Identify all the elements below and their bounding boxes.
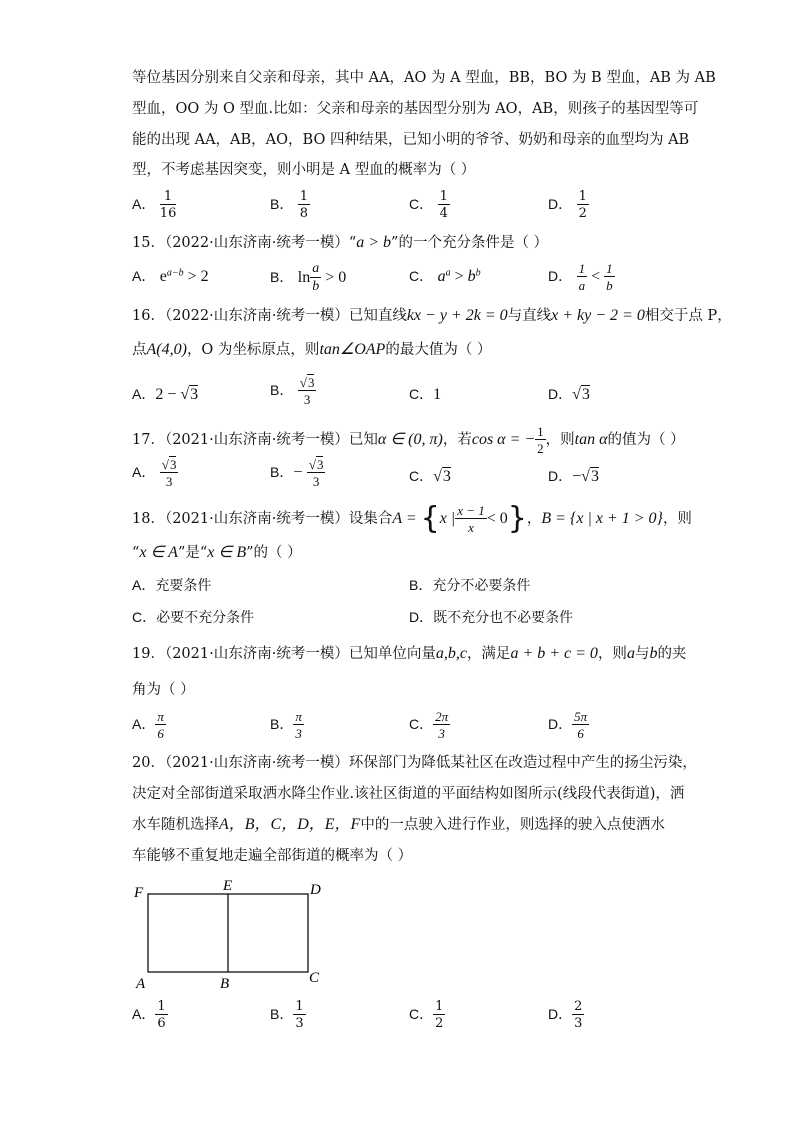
numerator: a bbox=[312, 261, 320, 276]
option-label: D． bbox=[548, 196, 573, 212]
q18-prefix: 18．（2021·山东济南·统考一模）设集合 bbox=[132, 511, 393, 527]
q14-stem-line4: 型，不考虑基因突变，则小明是 A 型血的概率为（ ） bbox=[132, 162, 476, 178]
denominator: 3 bbox=[295, 726, 302, 741]
q18-set-a-rest: < 0 bbox=[486, 510, 508, 527]
option-label: B． bbox=[270, 716, 294, 732]
q19-option-a[interactable] bbox=[132, 710, 166, 740]
q18-set-b: B = {x | x + 1 > 0} bbox=[541, 510, 663, 527]
math-rest: > 0 bbox=[321, 269, 347, 286]
q16-mid2: ，O 为坐标原点，则 bbox=[186, 342, 320, 358]
q18-option-d[interactable] bbox=[409, 607, 573, 628]
q18-option-c[interactable] bbox=[132, 607, 254, 628]
denominator: 3 bbox=[165, 474, 173, 489]
option-fraction bbox=[307, 458, 326, 488]
vertex-label-f: F bbox=[134, 885, 144, 901]
q19-mid: ，满足 bbox=[466, 646, 511, 662]
q14-option-d[interactable] bbox=[548, 190, 589, 220]
option-label: C． bbox=[409, 1006, 434, 1022]
math-base: e bbox=[159, 268, 167, 285]
sqrt-icon: √ bbox=[308, 457, 316, 472]
option-fraction bbox=[604, 262, 615, 292]
q17-prefix: 17．（2021·山东济南·统考一模）已知 bbox=[132, 432, 378, 448]
q16-line-eq1: kx − y + 2k = 0 bbox=[406, 307, 508, 324]
q20-stem-line3 bbox=[132, 815, 665, 835]
q17-tan: tan α bbox=[574, 431, 608, 448]
q20-stem-line1: 20．（2021·山东济南·统考一模）环保部门为降低某社区在改造过程中产生的扬尘污染， bbox=[132, 755, 697, 771]
denominator: a bbox=[578, 278, 586, 293]
q16-stem-line1 bbox=[132, 306, 732, 326]
left-brace-icon: { bbox=[420, 501, 440, 536]
numerator: 1 bbox=[295, 999, 304, 1014]
denominator: 2 bbox=[537, 441, 544, 456]
numerator: 1 bbox=[299, 189, 309, 204]
option-fraction bbox=[293, 710, 304, 740]
option-label: B． bbox=[270, 196, 294, 212]
numerator bbox=[307, 458, 326, 473]
q18-suffix: ，则 bbox=[662, 511, 692, 527]
q18-set-a-name: A = bbox=[392, 510, 421, 527]
q16-option-c[interactable] bbox=[409, 384, 441, 404]
option-fraction bbox=[572, 710, 589, 740]
denominator: 3 bbox=[295, 1016, 304, 1031]
q18-quote: “ bbox=[132, 545, 140, 561]
option-label: D． bbox=[548, 468, 573, 484]
q19-and: 与 bbox=[634, 646, 650, 662]
q18-stem-line2 bbox=[132, 543, 302, 563]
numerator: 1 bbox=[157, 999, 166, 1014]
q16-suffix: 相交于点 P， bbox=[644, 308, 732, 324]
denominator: 16 bbox=[159, 206, 177, 221]
math-exponent: b bbox=[475, 267, 481, 279]
math-exponent: a−b bbox=[166, 267, 184, 279]
q19-stem-line2: 角为（ ） bbox=[132, 682, 195, 698]
denominator: 2 bbox=[578, 206, 587, 221]
q17-option-c[interactable] bbox=[409, 466, 451, 486]
radicand: 3 bbox=[169, 457, 177, 472]
q18-mid: ”是“ bbox=[177, 545, 208, 561]
option-fraction bbox=[438, 190, 450, 220]
option-fraction bbox=[433, 710, 450, 740]
q16-stem-line2 bbox=[132, 340, 491, 360]
radicand: 3 bbox=[190, 386, 199, 403]
denominator: 3 bbox=[438, 726, 445, 741]
q15-condition: a > b bbox=[356, 234, 392, 251]
q17-stem bbox=[132, 425, 685, 455]
q19-mid2: ，则 bbox=[597, 646, 627, 662]
q17-alpha-range: α ∈ (0, π) bbox=[377, 431, 443, 448]
q19-prefix: 19．（2021·山东济南·统考一模）已知单位向量 bbox=[132, 646, 436, 662]
q15-option-b[interactable] bbox=[270, 262, 346, 294]
q20-option-b[interactable] bbox=[270, 1000, 306, 1030]
option-label: D． bbox=[548, 268, 573, 284]
math-text: 1 bbox=[433, 386, 442, 403]
option-label: B． bbox=[270, 269, 294, 285]
option-fraction bbox=[572, 1000, 584, 1030]
numerator bbox=[298, 376, 317, 391]
vertex-label-a: A bbox=[136, 976, 146, 992]
option-label: B． bbox=[270, 382, 294, 398]
q20-stem-line4: 车能够不重复地走遍全部街道的概率为（ ） bbox=[132, 848, 413, 864]
math-base: a bbox=[437, 268, 446, 285]
q16-mid: 与直线 bbox=[507, 308, 552, 324]
denominator: 4 bbox=[439, 206, 448, 221]
q16-option-a[interactable] bbox=[132, 384, 198, 404]
q14-option-a[interactable] bbox=[132, 190, 176, 220]
q19-option-d[interactable] bbox=[548, 710, 589, 740]
option-label: C． bbox=[409, 468, 434, 484]
q17-cos: cos α = − bbox=[471, 431, 536, 448]
denominator: b bbox=[606, 278, 613, 293]
option-label: A． bbox=[132, 716, 156, 732]
denominator: 6 bbox=[577, 726, 584, 741]
q20-prefix: 水车随机选择 bbox=[132, 817, 219, 833]
q19-vector-a: a bbox=[626, 645, 635, 662]
option-label: B． bbox=[270, 464, 294, 480]
denominator: 3 bbox=[303, 392, 311, 407]
sqrt-icon: √ bbox=[180, 386, 190, 403]
numerator: 5π bbox=[574, 709, 588, 724]
q17-option-d[interactable] bbox=[548, 466, 599, 486]
q19-equation: a + b + c = 0 bbox=[510, 645, 598, 662]
vertex-label-c: C bbox=[309, 970, 320, 986]
radicand: 3 bbox=[590, 468, 599, 485]
numerator: 1 bbox=[435, 999, 444, 1014]
q14-option-b[interactable] bbox=[270, 190, 310, 220]
option-fraction bbox=[293, 1000, 305, 1030]
q16-prefix: 16．（2022·山东济南·统考一模）已知直线 bbox=[132, 308, 407, 324]
denominator: 8 bbox=[299, 206, 309, 221]
numerator: 1 bbox=[578, 261, 586, 276]
q20-option-c[interactable] bbox=[409, 1000, 445, 1030]
numerator: 1 bbox=[578, 189, 587, 204]
option-label: A． bbox=[132, 464, 156, 480]
radicand: 3 bbox=[307, 375, 315, 390]
q17-cos-fraction bbox=[535, 425, 546, 455]
q19-option-c[interactable] bbox=[409, 710, 450, 740]
sqrt-icon: √ bbox=[433, 468, 442, 485]
option-fraction bbox=[433, 1000, 445, 1030]
q16-option-b[interactable] bbox=[270, 376, 316, 406]
q15-stem-suffix: ”的一个充分条件是（ ） bbox=[391, 235, 549, 251]
q16-prefix2: 点 bbox=[132, 342, 147, 358]
option-fraction bbox=[298, 376, 317, 406]
q19-vector-b: b bbox=[649, 645, 658, 662]
denominator: 6 bbox=[157, 726, 164, 741]
option-label: B． bbox=[409, 577, 433, 593]
q17-option-b[interactable] bbox=[270, 458, 325, 488]
math-text: 2 − bbox=[155, 386, 181, 403]
math-ln: ln bbox=[297, 269, 311, 286]
right-brace-icon: } bbox=[507, 501, 527, 536]
option-label: D． bbox=[548, 716, 573, 732]
radicand: 3 bbox=[316, 457, 324, 472]
vertex-label-d: D bbox=[310, 882, 321, 898]
math-op: < bbox=[587, 268, 605, 285]
q20-suffix: 中的一点驶入进行作业，则选择的驶入点使洒水 bbox=[360, 817, 665, 833]
option-fraction bbox=[310, 262, 321, 294]
numerator: 1 bbox=[439, 189, 448, 204]
option-label: A． bbox=[132, 196, 156, 212]
option-fraction bbox=[577, 190, 589, 220]
q15-stem bbox=[132, 233, 548, 253]
street-layout-figure bbox=[128, 872, 328, 992]
numerator: π bbox=[295, 709, 302, 724]
radicand: 3 bbox=[442, 468, 451, 485]
option-fraction bbox=[160, 458, 179, 488]
sqrt-icon: √ bbox=[572, 386, 581, 403]
numerator: 2π bbox=[435, 709, 449, 724]
denominator: 2 bbox=[435, 1016, 444, 1031]
q19-vectors: a,b,c bbox=[435, 645, 467, 662]
q18-option-b[interactable] bbox=[409, 575, 530, 596]
q20-stem-line2: 决定对全部街道采取洒水降尘作业.该社区街道的平面结构如图所示(线段代表街道)，洒 bbox=[132, 786, 685, 802]
q16-tan-expr: tan∠OAP bbox=[319, 341, 386, 358]
option-label: C． bbox=[409, 716, 434, 732]
q17-mid: ，若 bbox=[442, 432, 472, 448]
numerator: x − 1 bbox=[457, 503, 485, 518]
option-label: C． bbox=[409, 386, 434, 402]
q15-option-c[interactable] bbox=[409, 266, 481, 286]
q16-suffix2: 的最大值为（ ） bbox=[385, 342, 492, 358]
minus-sign: − bbox=[572, 468, 582, 485]
q18-x-in-b: x ∈ B bbox=[207, 544, 247, 561]
q18-set-a-fraction bbox=[455, 504, 487, 534]
q15-option-a[interactable] bbox=[132, 266, 209, 286]
math-base: b bbox=[467, 268, 476, 285]
option-fraction bbox=[298, 190, 310, 220]
numerator: 1 bbox=[160, 190, 177, 205]
q16-line-eq2: x + ky − 2 = 0 bbox=[551, 307, 645, 324]
sqrt-icon: √ bbox=[161, 457, 169, 472]
q14-stem-line2: 型血，OO 为 O 型血.比如：父亲和母亲的基因型分别为 AO，AB，则孩子的基因型等可 bbox=[132, 101, 699, 117]
numerator bbox=[160, 458, 179, 473]
denominator: 3 bbox=[574, 1016, 583, 1031]
q19-suffix: 的夹 bbox=[657, 646, 687, 662]
radicand: 3 bbox=[581, 386, 590, 403]
option-label: D． bbox=[548, 1006, 573, 1022]
denominator: b bbox=[312, 279, 320, 294]
option-text: 必要不充分条件 bbox=[156, 610, 255, 626]
q17-suffix: 的值为（ ） bbox=[607, 432, 685, 448]
q14-stem-line1: 等位基因分别来自父亲和母亲，其中 AA，AO 为 A 型血，BB，BO 为 B 型血，AB 为 AB bbox=[132, 70, 716, 86]
q19-stem-line1 bbox=[132, 644, 686, 664]
option-fraction bbox=[155, 1000, 167, 1030]
q14-option-c[interactable] bbox=[409, 190, 450, 220]
numerator: 1 bbox=[537, 424, 544, 439]
sqrt-icon: √ bbox=[299, 375, 307, 390]
option-label: D． bbox=[409, 609, 434, 625]
q18-end: ”的（ ） bbox=[246, 545, 302, 561]
q15-stem-prefix: 15．（2022·山东济南·统考一模）“ bbox=[132, 235, 357, 251]
option-label: A． bbox=[132, 386, 156, 402]
q16-option-d[interactable] bbox=[548, 384, 590, 404]
q18-option-a[interactable] bbox=[132, 575, 211, 596]
q16-point-a: A(4,0) bbox=[146, 341, 187, 358]
option-fraction bbox=[577, 262, 588, 292]
vertex-label-b: B bbox=[220, 976, 230, 992]
option-text: 充分不必要条件 bbox=[432, 578, 531, 594]
q15-option-d[interactable] bbox=[548, 262, 615, 292]
option-label: C． bbox=[409, 268, 434, 284]
option-label: C． bbox=[409, 196, 434, 212]
numerator: 1 bbox=[606, 261, 613, 276]
math-op: > bbox=[450, 268, 468, 285]
denominator: 6 bbox=[157, 1016, 166, 1031]
q20-points: A，B，C，D，E，F bbox=[219, 816, 361, 833]
q14-stem-line3: 能的出现 AA，AB，AO，BO 四种结果，已知小明的爷爷、奶奶和母亲的血型均为 AB bbox=[132, 132, 690, 148]
option-fraction bbox=[160, 190, 177, 220]
option-text: 充要条件 bbox=[155, 578, 212, 594]
minus-sign: − bbox=[293, 464, 303, 481]
option-label: C． bbox=[132, 609, 157, 625]
vertex-label-e: E bbox=[223, 878, 233, 894]
q18-stem-line1 bbox=[132, 501, 692, 536]
option-label: A． bbox=[132, 577, 156, 593]
q20-option-a[interactable] bbox=[132, 1000, 168, 1030]
q19-option-b[interactable] bbox=[270, 710, 304, 740]
q17-mid2: ，则 bbox=[545, 432, 575, 448]
denominator: x bbox=[468, 520, 474, 535]
q20-option-d[interactable] bbox=[548, 1000, 584, 1030]
option-label: D． bbox=[548, 386, 573, 402]
q18-comma: ， bbox=[526, 511, 542, 527]
numerator: 2 bbox=[574, 999, 583, 1014]
denominator: 3 bbox=[312, 474, 320, 489]
math-exponent: a bbox=[445, 267, 451, 279]
numerator: π bbox=[157, 709, 164, 724]
option-label: A． bbox=[132, 268, 156, 284]
q18-x-in-a: x ∈ A bbox=[139, 544, 178, 561]
q17-option-a[interactable] bbox=[132, 458, 178, 488]
math-rest: > 2 bbox=[183, 268, 209, 285]
q18-set-a-var: x | bbox=[439, 510, 456, 527]
option-fraction bbox=[155, 710, 166, 740]
option-label: A． bbox=[132, 1006, 156, 1022]
sqrt-icon: √ bbox=[581, 468, 590, 485]
option-label: B． bbox=[270, 1006, 294, 1022]
option-text: 既不充分也不必要条件 bbox=[433, 610, 574, 626]
